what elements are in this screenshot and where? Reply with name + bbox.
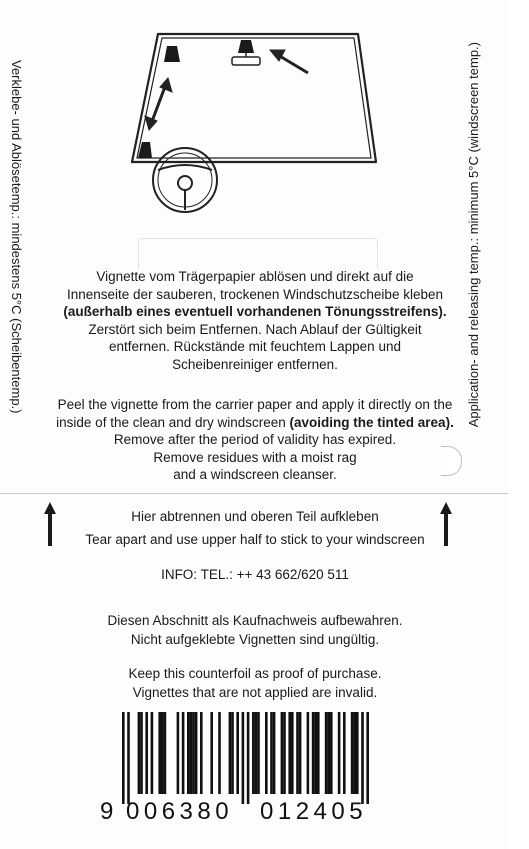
barcode-bar	[281, 712, 284, 794]
barcode-bar	[307, 712, 310, 794]
barcode	[100, 712, 380, 830]
tear-instruction-english: Tear apart and use upper half to stick to your windscreen	[85, 532, 425, 547]
barcode-bar	[247, 712, 250, 804]
barcode-bar	[122, 712, 125, 804]
english-line-2-bold: (avoiding the tinted area).	[289, 414, 454, 430]
counterfoil-german-2: Nicht aufgeklebte Vignetten sind ungültig.	[130, 632, 380, 647]
barcode-bar	[192, 712, 195, 794]
right-margin-strip	[508, 0, 529, 849]
barcode-bar	[353, 712, 356, 794]
barcode-bar	[255, 712, 258, 794]
german-line-4: Zerstört sich beim Entfernen. Nach Ablauf der Gültigkeit	[88, 321, 422, 337]
barcode-bar	[291, 712, 294, 794]
english-line-2	[30, 414, 480, 432]
barcode-bar	[161, 712, 164, 794]
barcode-bar	[351, 712, 354, 794]
barcode-bar	[218, 712, 221, 794]
vignette-position-top-center	[238, 40, 254, 53]
barcode-bar	[325, 712, 328, 794]
barcode-bar	[361, 712, 364, 804]
barcode-bar	[187, 712, 190, 794]
counterfoil-english-1: Keep this counterfoil as proof of purchase.	[128, 666, 382, 681]
barcode-bar	[270, 712, 273, 794]
german-line-3-bold: (außerhalb eines eventuell vorhandenen Tönungsstreifens).	[63, 304, 447, 320]
barcode-bar	[164, 712, 167, 794]
barcode-bar	[338, 712, 341, 794]
barcode-bar	[288, 712, 291, 794]
barcode-bar	[312, 712, 315, 794]
faint-frame	[138, 238, 378, 269]
barcode-bar	[151, 712, 154, 794]
rear-view-mirror	[232, 57, 260, 65]
barcode-group-1: 006380	[126, 798, 234, 825]
barcode-bar	[283, 712, 286, 794]
english-line-4: Remove residues with a moist rag	[153, 449, 357, 465]
barcode-bar	[356, 712, 359, 794]
counterfoil-german-1: Diesen Abschnitt als Kaufnachweis aufbewahren.	[107, 613, 403, 628]
english-line-5: and a windscreen cleanser.	[173, 467, 337, 483]
barcode-bar	[158, 712, 161, 794]
vignette-position-top-left	[164, 46, 180, 62]
barcode-bar	[299, 712, 302, 794]
barcode-bar	[327, 712, 330, 794]
barcode-bar	[252, 712, 255, 794]
pointer-arrow-icon	[270, 50, 308, 73]
english-line-3: Remove after the period of validity has expired.	[113, 432, 397, 448]
barcode-bar	[273, 712, 276, 794]
english-instructions	[30, 396, 480, 484]
barcode-bar	[145, 712, 148, 794]
barcode-bar	[229, 712, 232, 794]
barcode-bar	[182, 712, 185, 794]
english-line-2-plain: inside of the clean and dry windscreen	[56, 414, 290, 430]
german-line-5: entfernen. Rückstände mit feuchtem Lappen und	[109, 339, 401, 355]
barcode-bar	[257, 712, 260, 794]
barcode-bar	[343, 712, 346, 794]
barcode-bars	[100, 712, 380, 804]
barcode-bar	[140, 712, 143, 794]
info-telephone: INFO: TEL.: ++ 43 662/620 511	[161, 567, 349, 582]
windscreen-diagram	[120, 22, 395, 222]
barcode-bar	[265, 712, 268, 794]
barcode-bar	[127, 712, 130, 804]
barcode-bar	[200, 712, 203, 794]
barcode-bar	[366, 712, 369, 804]
barcode-first-digit: 9	[100, 798, 118, 825]
german-line-2: Innenseite der sauberen, trockenen Windschutzscheibe kleben	[67, 286, 443, 302]
side-text-left: Verklebe- und Ablösetemp.: mindestens 5°C (Scheibentemp.)	[9, 60, 24, 414]
barcode-bar	[177, 712, 180, 794]
side-text-right: Application- and releasing temp.: minimum 5°C (windscreen temp.)	[466, 42, 481, 428]
barcode-bar	[210, 712, 213, 794]
tear-line	[0, 493, 508, 494]
barcode-bar	[231, 712, 234, 794]
barcode-bar	[330, 712, 333, 794]
barcode-bar	[190, 712, 193, 794]
english-line-1: Peel the vignette from the carrier paper and apply it directly on the	[57, 397, 453, 412]
german-line-1: Vignette vom Trägerpapier ablösen und direkt auf die	[96, 269, 414, 284]
tear-instruction-german: Hier abtrennen und oberen Teil aufkleben	[131, 509, 379, 524]
barcode-bar	[296, 712, 299, 794]
barcode-group-2: 012405	[260, 798, 368, 825]
barcode-bar	[317, 712, 320, 794]
barcode-bar	[236, 712, 239, 794]
counterfoil-english-2: Vignettes that are not applied are invalid.	[132, 685, 378, 700]
double-arrow-icon	[145, 78, 172, 130]
german-line-6: Scheibenreiniger entfernen.	[172, 356, 338, 372]
barcode-bar	[242, 712, 245, 804]
barcode-bar	[314, 712, 317, 794]
barcode-bar	[138, 712, 141, 794]
german-instructions	[30, 268, 480, 374]
barcode-bar	[195, 712, 198, 794]
